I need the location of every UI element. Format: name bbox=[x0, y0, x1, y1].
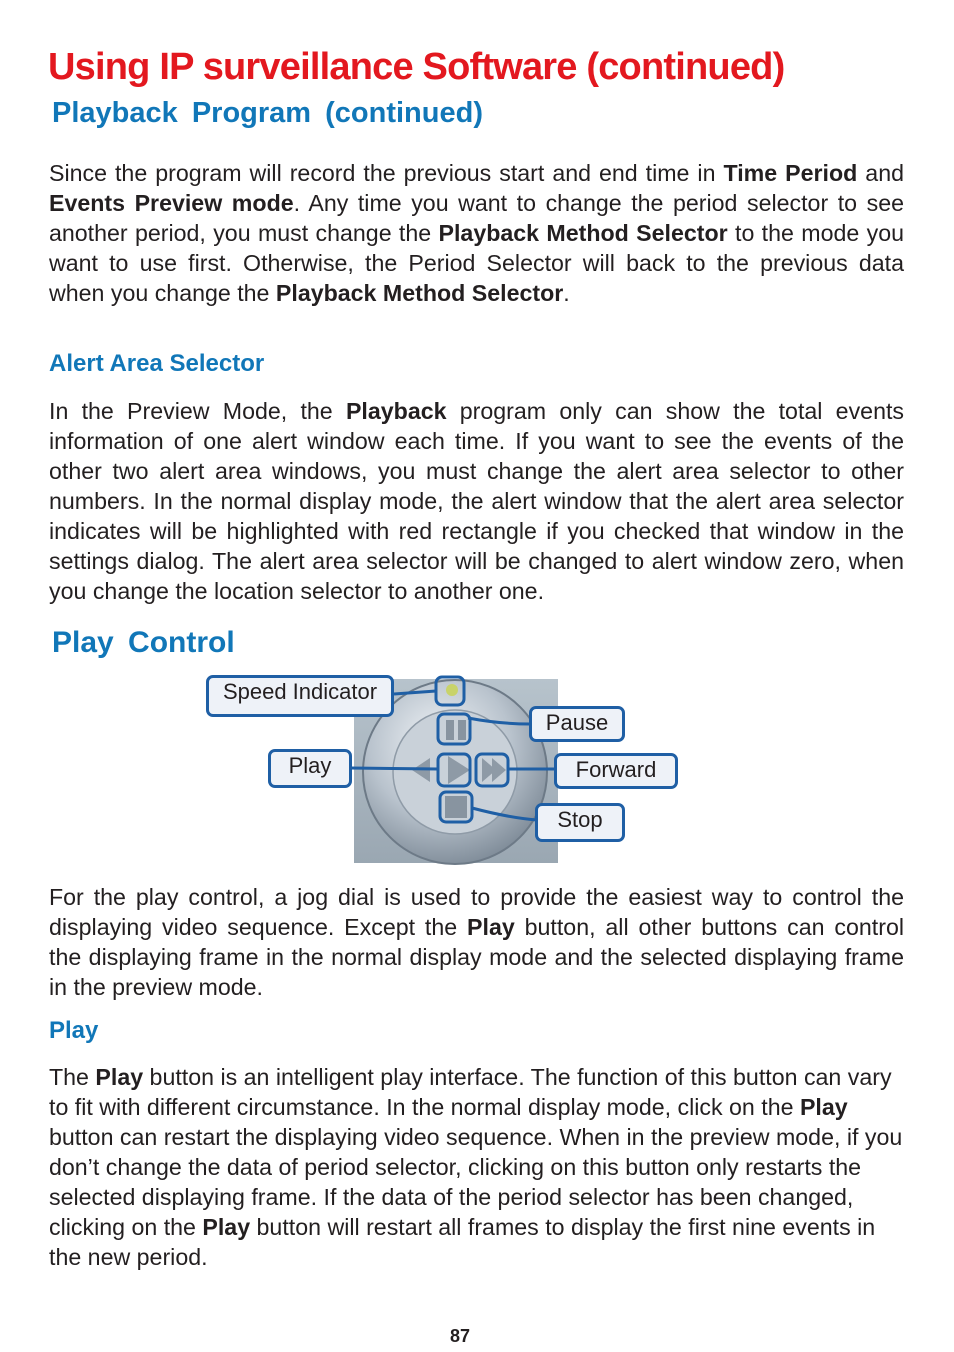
page-title: Using IP surveillance Software (continued) bbox=[48, 46, 785, 88]
play-label: Play bbox=[268, 749, 352, 788]
speed-indicator-label: Speed Indicator bbox=[206, 675, 394, 717]
stop-label: Stop bbox=[535, 803, 625, 842]
pause-label: Pause bbox=[529, 706, 625, 742]
alert-area-paragraph: In the Preview Mode, the Playback program only can show the total events information of one alert window each time. If you want to see the events of the other two alert area windows, you must change the alert area selector to other numbers. In the normal display mode, the alert window that the alert area selector indicates will be highlighted with red rectangle if you checked that window in the settings dialog. The alert area selector will be changed to alert window zero, when you change the location selector to another one. bbox=[49, 398, 904, 604]
alert-area-heading: Alert Area Selector bbox=[49, 350, 265, 377]
play-paragraph: The Play button is an intelligent play interface. The function of this button can vary to fit with different circumstance. In the normal display mode, click on the Play button can restart the displaying video sequence. When in the preview mode, if you don’t change the data of period selector, clicking on this button only restarts the selected displaying frame. If the data of the period selector has been changed, clicking on the Play button will restart all frames to display the first nine events in the new period. bbox=[49, 1064, 903, 1270]
intro-paragraph: Since the program will record the previous start and end time in Time Period and Events Preview mode. Any time you want to change the period selector to see another period, you must change the Playback Method Selector to the mode you want to use first. Otherwise, the Period Selector will back to the previous data when you change the Playback Method Selector. bbox=[49, 160, 904, 306]
section-subtitle: Playback Program (continued) bbox=[52, 97, 483, 129]
forward-label: Forward bbox=[554, 753, 678, 789]
jog-dial-figure bbox=[200, 668, 690, 868]
play-heading: Play bbox=[49, 1017, 99, 1044]
speed-light bbox=[446, 684, 458, 696]
play-control-heading: Play Control bbox=[52, 626, 235, 659]
play-control-paragraph: For the play control, a jog dial is used to provide the easiest way to control the displaying video sequence. Except the Play button, all other buttons can control the displaying frame in the normal display mode and the selected displaying frame in the preview mode. bbox=[49, 884, 904, 1000]
page-number: 87 bbox=[449, 1326, 471, 1346]
